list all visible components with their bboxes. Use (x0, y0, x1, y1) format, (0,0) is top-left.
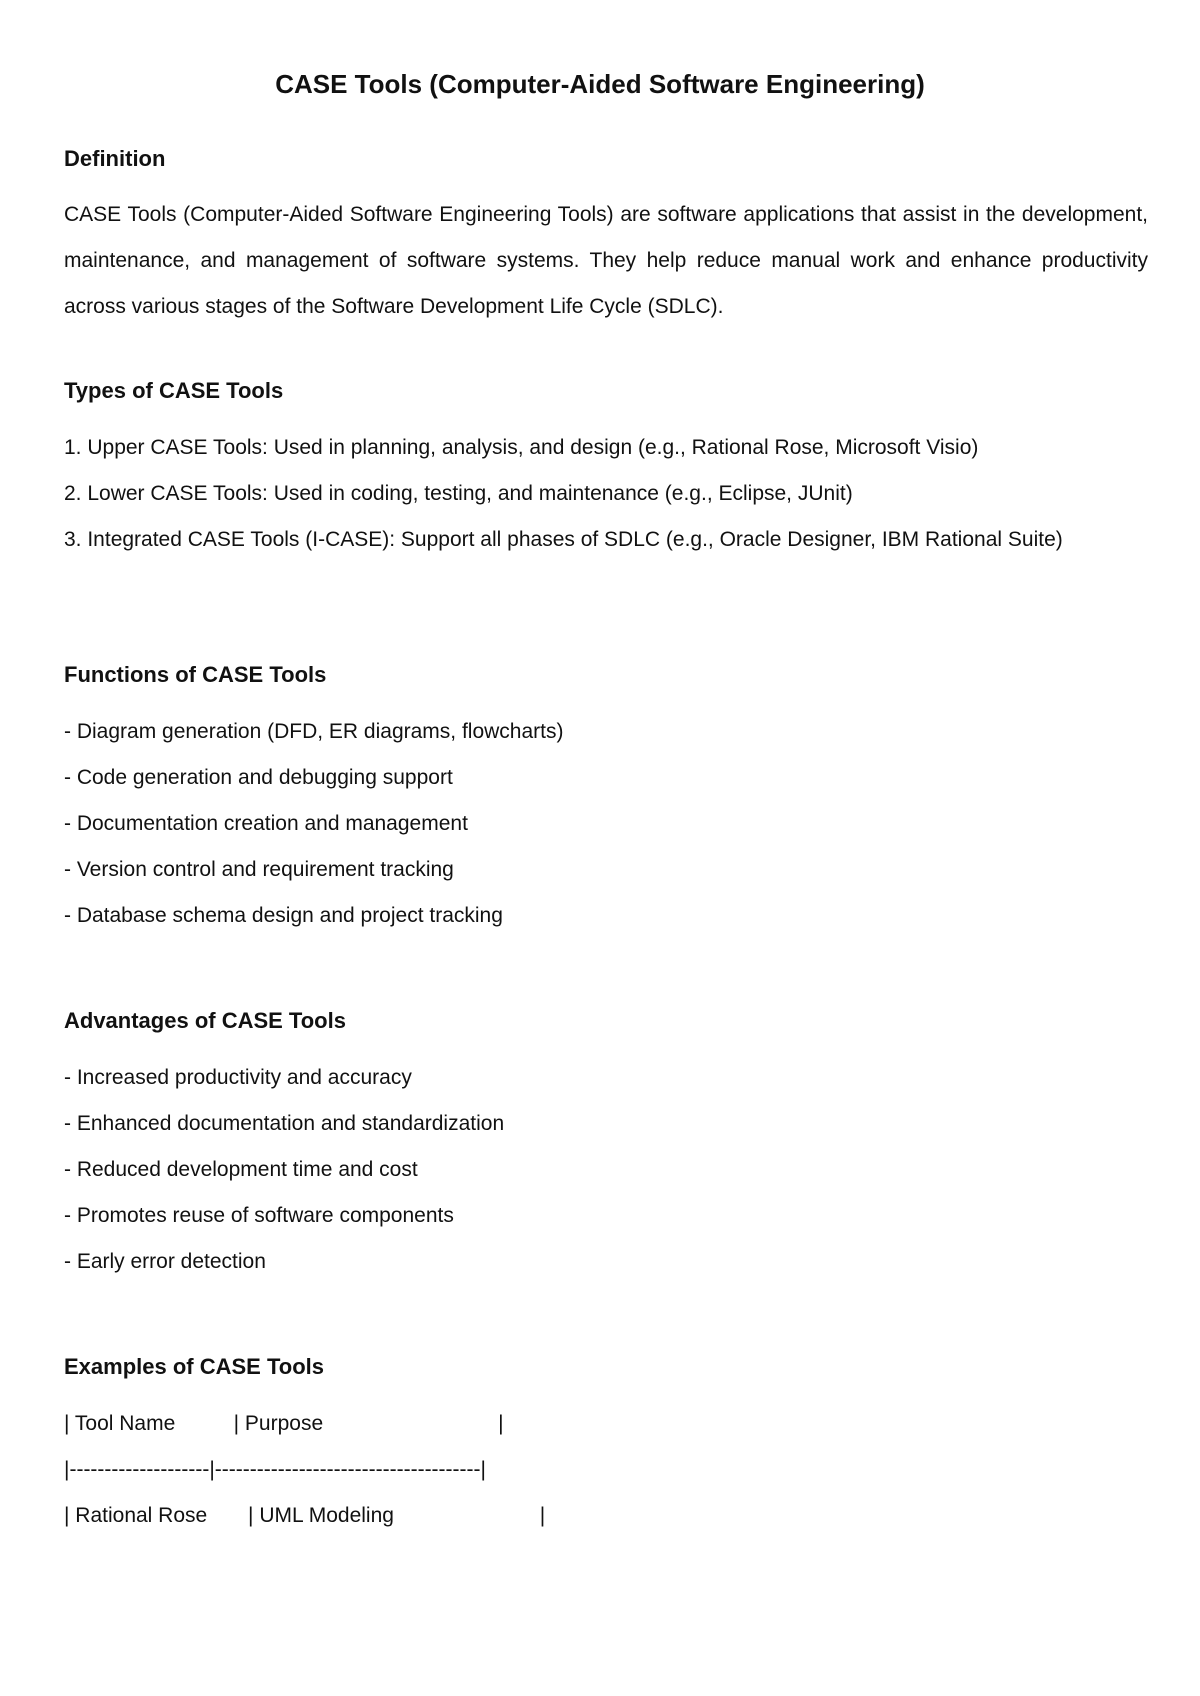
advantages-item: - Early error detection (64, 1250, 266, 1273)
functions-item: - Documentation creation and management (64, 812, 468, 835)
definition-text: CASE Tools (Computer-Aided Software Engineering Tools) are software applications that assist in the development, maintenance, and management of software systems. They help reduce manual work and enhance productivity across various stages of the Software Development Life Cycle (SDLC). (64, 203, 1148, 318)
types-heading: Types of CASE Tools (64, 378, 284, 403)
examples-heading: Examples of CASE Tools (64, 1354, 324, 1379)
functions-item: - Version control and requirement tracking (64, 858, 454, 881)
document-title: CASE Tools (Computer-Aided Software Engineering) (275, 69, 925, 99)
table-row: | Rational Rose | UML Modeling | (64, 1504, 546, 1527)
advantages-item: - Increased productivity and accuracy (64, 1066, 412, 1089)
functions-item: - Database schema design and project tracking (64, 904, 503, 927)
functions-heading: Functions of CASE Tools (64, 662, 327, 687)
advantages-item: - Enhanced documentation and standardization (64, 1112, 505, 1135)
functions-item: - Code generation and debugging support (64, 766, 453, 789)
advantages-heading: Advantages of CASE Tools (64, 1008, 346, 1033)
types-item: 2. Lower CASE Tools: Used in coding, testing, and maintenance (e.g., Eclipse, JUnit) (64, 482, 853, 505)
advantages-item: - Promotes reuse of software components (64, 1204, 454, 1227)
functions-item: - Diagram generation (DFD, ER diagrams, flowcharts) (64, 720, 564, 743)
table-separator-row: |--------------------|--------------------------------------| (64, 1458, 486, 1481)
table-header-row: | Tool Name | Purpose | (64, 1412, 504, 1435)
definition-heading: Definition (64, 146, 166, 171)
advantages-item: - Reduced development time and cost (64, 1158, 418, 1181)
types-item: 1. Upper CASE Tools: Used in planning, analysis, and design (e.g., Rational Rose, Microsoft Visio) (64, 436, 979, 459)
types-item: 3. Integrated CASE Tools (I-CASE): Support all phases of SDLC (e.g., Oracle Designer, IBM Rational Suite) (64, 528, 1063, 551)
